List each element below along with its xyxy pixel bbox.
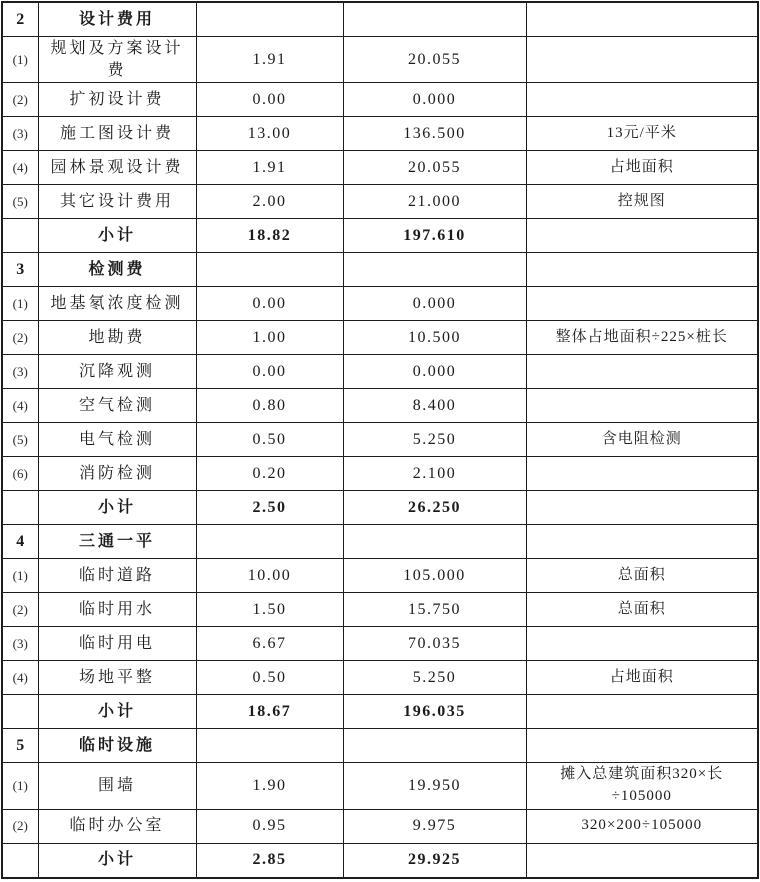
row-no-cell bbox=[2, 491, 38, 525]
row-no-cell: (2) bbox=[2, 321, 38, 355]
table-row bbox=[2, 117, 758, 151]
table-row bbox=[2, 809, 758, 843]
rate-value-cell: 2.85 bbox=[196, 843, 343, 878]
item-name-cell: 临时用电 bbox=[38, 627, 196, 661]
rate-value-cell: 1.91 bbox=[196, 37, 343, 83]
table-row bbox=[2, 151, 758, 185]
rate-value-cell: 0.95 bbox=[196, 809, 343, 843]
amount-value-cell bbox=[343, 729, 526, 763]
item-name-cell: 其它设计费用 bbox=[38, 185, 196, 219]
note-cell: 含电阻检测 bbox=[526, 423, 758, 457]
note-cell bbox=[526, 695, 758, 729]
item-name-cell: 消防检测 bbox=[38, 457, 196, 491]
amount-value-cell: 136.500 bbox=[343, 117, 526, 151]
amount-value-cell: 196.035 bbox=[343, 695, 526, 729]
rate-value-cell: 0.00 bbox=[196, 355, 343, 389]
row-no-cell: (1) bbox=[2, 287, 38, 321]
amount-value-cell: 20.055 bbox=[343, 151, 526, 185]
table-row bbox=[2, 763, 758, 810]
rate-value-cell bbox=[196, 525, 343, 559]
row-no-cell: (2) bbox=[2, 593, 38, 627]
row-no-cell: 2 bbox=[2, 2, 38, 37]
row-no-cell: (2) bbox=[2, 83, 38, 117]
amount-value-cell: 10.500 bbox=[343, 321, 526, 355]
amount-value-cell: 0.000 bbox=[343, 355, 526, 389]
note-cell bbox=[526, 525, 758, 559]
item-name-cell: 检测费 bbox=[38, 253, 196, 287]
note-cell: 总面积 bbox=[526, 559, 758, 593]
note-cell: 整体占地面积÷225×桩长 bbox=[526, 321, 758, 355]
rate-value-cell: 1.50 bbox=[196, 593, 343, 627]
item-name-cell: 场地平整 bbox=[38, 661, 196, 695]
amount-value-cell: 0.000 bbox=[343, 287, 526, 321]
item-name-cell: 小计 bbox=[38, 843, 196, 878]
item-name-cell: 围墙 bbox=[38, 763, 196, 810]
rate-value-cell: 2.00 bbox=[196, 185, 343, 219]
rate-value-cell: 0.00 bbox=[196, 287, 343, 321]
note-cell bbox=[526, 389, 758, 423]
row-no-cell bbox=[2, 219, 38, 253]
item-name-cell: 空气检测 bbox=[38, 389, 196, 423]
row-no-cell: (4) bbox=[2, 661, 38, 695]
row-no-cell: (5) bbox=[2, 423, 38, 457]
amount-value-cell: 26.250 bbox=[343, 491, 526, 525]
item-name-cell: 设计费用 bbox=[38, 2, 196, 37]
table-row bbox=[2, 457, 758, 491]
amount-value-cell: 9.975 bbox=[343, 809, 526, 843]
subtotal-row bbox=[2, 219, 758, 253]
note-cell bbox=[526, 355, 758, 389]
row-no-cell: (5) bbox=[2, 185, 38, 219]
amount-value-cell: 105.000 bbox=[343, 559, 526, 593]
note-cell: 占地面积 bbox=[526, 151, 758, 185]
amount-value-cell: 20.055 bbox=[343, 37, 526, 83]
table-row bbox=[2, 37, 758, 83]
table-row bbox=[2, 321, 758, 355]
item-name-cell: 临时道路 bbox=[38, 559, 196, 593]
rate-value-cell: 1.00 bbox=[196, 321, 343, 355]
note-cell: 13元/平米 bbox=[526, 117, 758, 151]
rate-value-cell bbox=[196, 253, 343, 287]
item-name-cell: 规划及方案设计费 bbox=[38, 37, 196, 83]
row-no-cell: (1) bbox=[2, 559, 38, 593]
item-name-cell: 小计 bbox=[38, 491, 196, 525]
row-no-cell: 3 bbox=[2, 253, 38, 287]
rate-value-cell: 1.90 bbox=[196, 763, 343, 810]
row-no-cell: (4) bbox=[2, 389, 38, 423]
row-no-cell: (3) bbox=[2, 355, 38, 389]
amount-value-cell: 19.950 bbox=[343, 763, 526, 810]
subtotal-row bbox=[2, 491, 758, 525]
amount-value-cell bbox=[343, 525, 526, 559]
rate-value-cell: 10.00 bbox=[196, 559, 343, 593]
row-no-cell bbox=[2, 695, 38, 729]
amount-value-cell: 21.000 bbox=[343, 185, 526, 219]
rate-value-cell: 0.80 bbox=[196, 389, 343, 423]
row-no-cell: 4 bbox=[2, 525, 38, 559]
row-no-cell: (3) bbox=[2, 627, 38, 661]
rate-value-cell bbox=[196, 729, 343, 763]
amount-value-cell: 8.400 bbox=[343, 389, 526, 423]
note-cell bbox=[526, 83, 758, 117]
table-row bbox=[2, 593, 758, 627]
cost-table-body bbox=[2, 2, 758, 878]
item-name-cell: 临时设施 bbox=[38, 729, 196, 763]
section-header-row bbox=[2, 2, 758, 37]
item-name-cell: 地基氡浓度检测 bbox=[38, 287, 196, 321]
note-cell: 占地面积 bbox=[526, 661, 758, 695]
item-name-cell: 小计 bbox=[38, 219, 196, 253]
note-cell bbox=[526, 729, 758, 763]
table-row bbox=[2, 389, 758, 423]
rate-value-cell bbox=[196, 2, 343, 37]
note-cell bbox=[526, 253, 758, 287]
table-row bbox=[2, 627, 758, 661]
item-name-cell: 小计 bbox=[38, 695, 196, 729]
note-cell: 摊入总建筑面积320×长÷105000 bbox=[526, 763, 758, 810]
amount-value-cell: 5.250 bbox=[343, 661, 526, 695]
rate-value-cell: 18.82 bbox=[196, 219, 343, 253]
item-name-cell: 临时办公室 bbox=[38, 809, 196, 843]
note-cell: 控规图 bbox=[526, 185, 758, 219]
table-row bbox=[2, 185, 758, 219]
rate-value-cell: 0.20 bbox=[196, 457, 343, 491]
rate-value-cell: 1.91 bbox=[196, 151, 343, 185]
table-row bbox=[2, 355, 758, 389]
rate-value-cell: 13.00 bbox=[196, 117, 343, 151]
row-no-cell: (1) bbox=[2, 763, 38, 810]
note-cell bbox=[526, 2, 758, 37]
item-name-cell: 地勘费 bbox=[38, 321, 196, 355]
note-cell bbox=[526, 457, 758, 491]
row-no-cell: (3) bbox=[2, 117, 38, 151]
note-cell bbox=[526, 627, 758, 661]
row-no-cell: 5 bbox=[2, 729, 38, 763]
amount-value-cell: 2.100 bbox=[343, 457, 526, 491]
subtotal-row bbox=[2, 843, 758, 878]
section-header-row bbox=[2, 525, 758, 559]
note-cell bbox=[526, 843, 758, 878]
amount-value-cell bbox=[343, 253, 526, 287]
amount-value-cell: 5.250 bbox=[343, 423, 526, 457]
row-no-cell: (4) bbox=[2, 151, 38, 185]
table-row bbox=[2, 83, 758, 117]
amount-value-cell: 0.000 bbox=[343, 83, 526, 117]
note-cell bbox=[526, 491, 758, 525]
section-header-row bbox=[2, 729, 758, 763]
item-name-cell: 沉降观测 bbox=[38, 355, 196, 389]
note-cell: 总面积 bbox=[526, 593, 758, 627]
rate-value-cell: 0.50 bbox=[196, 423, 343, 457]
section-header-row bbox=[2, 253, 758, 287]
rate-value-cell: 0.50 bbox=[196, 661, 343, 695]
cost-table bbox=[1, 1, 759, 879]
amount-value-cell: 197.610 bbox=[343, 219, 526, 253]
amount-value-cell bbox=[343, 2, 526, 37]
amount-value-cell: 15.750 bbox=[343, 593, 526, 627]
note-cell bbox=[526, 37, 758, 83]
note-cell bbox=[526, 219, 758, 253]
table-row bbox=[2, 423, 758, 457]
note-cell: 320×200÷105000 bbox=[526, 809, 758, 843]
item-name-cell: 三通一平 bbox=[38, 525, 196, 559]
row-no-cell: (2) bbox=[2, 809, 38, 843]
row-no-cell bbox=[2, 843, 38, 878]
item-name-cell: 园林景观设计费 bbox=[38, 151, 196, 185]
row-no-cell: (6) bbox=[2, 457, 38, 491]
rate-value-cell: 18.67 bbox=[196, 695, 343, 729]
row-no-cell: (1) bbox=[2, 37, 38, 83]
item-name-cell: 扩初设计费 bbox=[38, 83, 196, 117]
rate-value-cell: 0.00 bbox=[196, 83, 343, 117]
item-name-cell: 临时用水 bbox=[38, 593, 196, 627]
amount-value-cell: 70.035 bbox=[343, 627, 526, 661]
subtotal-row bbox=[2, 695, 758, 729]
note-cell bbox=[526, 287, 758, 321]
item-name-cell: 电气检测 bbox=[38, 423, 196, 457]
amount-value-cell: 29.925 bbox=[343, 843, 526, 878]
table-row bbox=[2, 559, 758, 593]
table-row bbox=[2, 287, 758, 321]
table-row bbox=[2, 661, 758, 695]
rate-value-cell: 2.50 bbox=[196, 491, 343, 525]
item-name-cell: 施工图设计费 bbox=[38, 117, 196, 151]
rate-value-cell: 6.67 bbox=[196, 627, 343, 661]
